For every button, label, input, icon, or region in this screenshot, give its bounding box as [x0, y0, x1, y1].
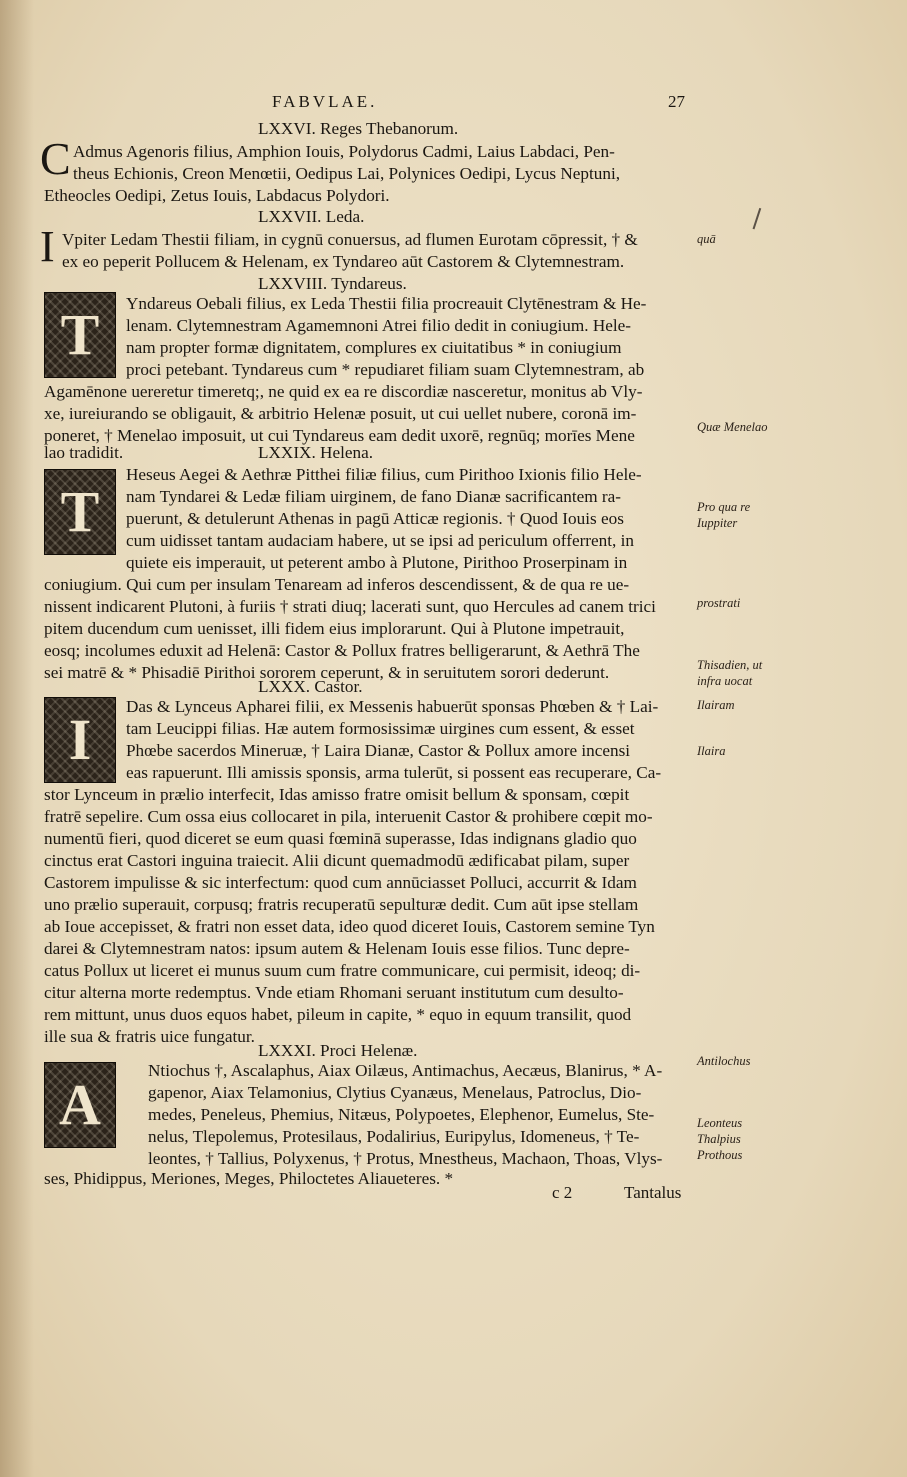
pencil-mark — [749, 207, 762, 230]
woodcut-initial-a: A — [44, 1062, 116, 1148]
text-line: gapenor, Aiax Telamonius, Clytius Cyanæus, Menelaus, Patroclus, Dio- — [148, 1083, 642, 1102]
text-line: medes, Peneleus, Phemius, Nitæus, Polypoetes, Elephenor, Eumelus, Ste- — [148, 1105, 655, 1124]
initial-letter-i: I — [40, 222, 55, 271]
margin-note: Leonteus — [697, 1116, 743, 1130]
margin-note: Quæ Menelao — [697, 420, 768, 434]
fable-heading: LXXVI. Reges Thebanorum. — [258, 119, 459, 138]
margin-note: prostrati — [697, 596, 741, 610]
text-line: tam Leucippi filias. Hæ autem formosissimæ uirgines cum essent, & esset — [126, 719, 635, 738]
text-line: proci petebant. Tyndareus cum * repudiaret filiam suam Clytemnestram, ab — [126, 360, 645, 379]
text-line: rem mittunt, unus duos equos habet, pileum in capite, * equo in equum transilit, quod — [44, 1005, 632, 1024]
text-line: coniugium. Qui cum per insulam Tenaream ad inferos descendissent, & de qua re ue- — [44, 575, 630, 594]
text-line: theus Echionis, Creon Menœtii, Oedipus Lai, Polynices Oedipi, Lycus Neptuni, — [73, 164, 621, 183]
text-line: puerunt, & detulerunt Athenas in pagū Atticæ regionis. † Quod Iouis eos — [126, 509, 624, 528]
text-line: Vpiter Ledam Thestii filiam, in cygnū conuersus, ad flumen Eurotam cōpressit, † & — [62, 230, 638, 249]
text-line: Das & Lynceus Apharei filii, ex Messenis habuerūt sponsas Phœben & † Lai- — [126, 697, 659, 716]
signature-mark: c 2 — [552, 1183, 573, 1202]
text-line: nam propter formæ dignitatem, complures ex ciuitatibus * in coniugium — [126, 338, 622, 357]
running-head: FABVLAE. — [272, 92, 378, 111]
margin-note: Ilaira — [697, 744, 726, 758]
margin-note: Thisadien, ut — [697, 658, 763, 672]
fable-heading: LXXVIII. Tyndareus. — [258, 274, 407, 293]
text-line: catus Pollux ut liceret ei munus suum cum fratre communicare, cui permisit, ideoq; di- — [44, 961, 641, 980]
text-line: citur alterna morte redemptus. Vnde etiam Rhomani seruant institutum cum desulto- — [44, 983, 624, 1002]
margin-note: Ilairam — [697, 698, 735, 712]
text-line: Phœbe sacerdos Mineruæ, † Laira Dianæ, Castor & Pollux amore incensi — [126, 741, 631, 760]
text-line: eosq; incolumes eduxit ad Helenā: Castor & Pollux fratres belligerarunt, & Aethrā The — [44, 641, 640, 660]
woodcut-initial-t: T — [44, 292, 116, 378]
text-line: nam Tyndarei & Ledæ filiam uirginem, de fano Dianæ sacrificantem ra- — [126, 487, 622, 506]
text-line: xe, iureiurando se obligauit, & arbitrio Helenæ posuit, ut cui uellet nubere, coronā im- — [44, 404, 637, 423]
text-line: Ntiochus †, Ascalaphus, Aiax Oilæus, Antimachus, Aecæus, Blanirus, * A- — [148, 1061, 663, 1080]
fable-heading: LXXVII. Leda. — [258, 207, 365, 226]
margin-note: Antilochus — [697, 1054, 751, 1068]
text-line: ses, Phidippus, Meriones, Meges, Philoctetes Aliaueteres. * — [44, 1169, 454, 1188]
margin-note: Prothous — [697, 1148, 743, 1162]
text-line: uno prælio superauit, corpusq; fratris recuperatū sepulturæ dedit. Cum aūt ipse stellam — [44, 895, 639, 914]
text-line: numentū fieri, quod diceret se eum quasi fœminā superasse, Idas indignans gladio quo — [44, 829, 637, 848]
text-line: Heseus Aegei & Aethræ Pitthei filiæ filius, cum Pirithoo Ixionis filio Hele- — [126, 465, 642, 484]
text-line: leontes, † Tallius, Polyxenus, † Protus, Mnestheus, Machaon, Thoas, Vlys- — [148, 1149, 663, 1168]
margin-note: Pro qua re — [697, 500, 751, 514]
text-line: lenam. Clytemnestram Agamemnoni Atrei filio dedit in coniugium. Hele- — [126, 316, 632, 335]
text-line: nissent indicarent Plutoni, à furiis † strati diuq; lacerati sunt, quo Hercules ad canem trici — [44, 597, 656, 616]
text-line: darei & Clytemnestram natos: ipsum autem & Helenam Iouis esse filios. Tunc depre- — [44, 939, 630, 958]
text-line: nelus, Tlepolemus, Protesilaus, Podalirius, Euripylus, Idomeneus, † Te- — [148, 1127, 640, 1146]
initial-letter-c: C — [40, 133, 71, 184]
text-line: Etheocles Oedipi, Zetus Iouis, Labdacus Polydori. — [44, 186, 390, 205]
page-number: 27 — [668, 92, 685, 111]
fable-heading: LXXX. Castor. — [258, 677, 363, 696]
gutter-shadow — [0, 0, 34, 1477]
woodcut-initial-i: I — [44, 697, 116, 783]
margin-note: Iuppiter — [697, 516, 738, 530]
text-line: ex eo peperit Pollucem & Helenam, ex Tyndareo aūt Castorem & Clytemnestram. — [62, 252, 625, 271]
text-line: pitem ducendum cum uenisset, illi fidem eius implorarunt. Qui à Plutone impetrauit, — [44, 619, 625, 638]
text-line: quiete eis imperauit, ut peterent ambo à Plutone, Pirithoo Proserpinam in — [126, 553, 628, 572]
woodcut-initial-t: T — [44, 469, 116, 555]
text-line: eas rapuerunt. Illi amissis sponsis, arma tulerūt, si possent eas recuperare, Ca- — [126, 763, 662, 782]
text-line: Agamēnone uereretur timeretq;, ne quid ex ea re discordiæ nasceretur, monitus ab Vly- — [44, 382, 643, 401]
margin-note: Thalpius — [697, 1132, 741, 1146]
text-line: lao tradidit. — [44, 443, 124, 462]
text-line: ille sua & fratris uice fungatur. — [44, 1027, 255, 1046]
catchword: Tantalus — [624, 1183, 682, 1202]
margin-note: quā — [697, 232, 716, 246]
text-line: cum uidisset tantam audaciam habere, ut se ipsi ad periculum offerrent, in — [126, 531, 634, 550]
text-line: Castorem impulisse & sic interfectum: quod cum annūciasset Polluci, accurrit & Idam — [44, 873, 637, 892]
text-line: poneret, † Menelao imposuit, ut cui Tyndareus eam dedit uxorē, regnūq; morīes Mene — [44, 426, 635, 445]
text-line: cinctus erat Castori inguina traiecit. Alii dicunt quemadmodū ædificabat pilam, super — [44, 851, 630, 870]
text-line: Yndareus Oebali filius, ex Leda Thestii filia procreauit Clytēnestram & He- — [126, 294, 647, 313]
fable-heading: LXXXI. Proci Helenæ. — [258, 1041, 418, 1060]
text-line: fratrē sepelire. Cum ossa eius collocaret in pila, interuenit Castor & prohibere cœpit mo- — [44, 807, 653, 826]
fable-heading: LXXIX. Helena. — [258, 443, 374, 462]
text-line: sei matrē & * Phisadiē Pirithoi sororem ceperunt, & in seruitutem sorori dederunt. — [44, 663, 610, 682]
text-line: Admus Agenoris filius, Amphion Iouis, Polydorus Cadmi, Laius Labdaci, Pen- — [73, 142, 615, 161]
text-line: ab Ioue accepisset, & fratri non esset data, ideo quod diceret Iouis, Castorem semine Tyn — [44, 917, 655, 936]
text-line: stor Lynceum in prælio interfecit, Idas amisso fratre omisit bellum & sponsam, cœpit — [44, 785, 630, 804]
margin-note: infra uocat — [697, 674, 753, 688]
